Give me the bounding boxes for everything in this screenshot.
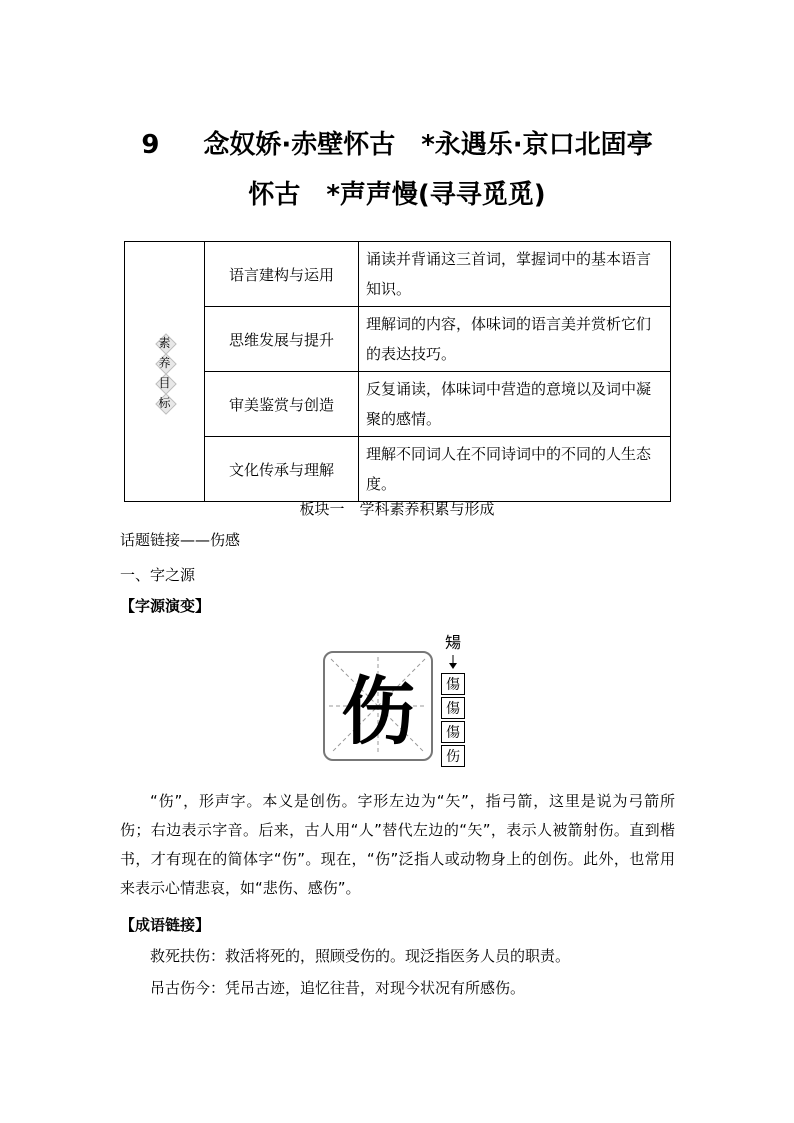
goal-name: 审美鉴赏与创造 bbox=[205, 372, 359, 437]
page-title-line-2: 怀古 *声声慢(寻寻觅觅) bbox=[248, 180, 546, 210]
character-evolution bbox=[441, 630, 465, 769]
evolution-char: 伤 bbox=[441, 745, 465, 767]
explanation-paragraph: “伤”，形声字。本义是创伤。字形左边为“矢”，指弓箭，这里是说为弓箭所伤；右边表示字音。后来，古人用“人”替代左边的“矢”，表示人被箭射伤。直到楷书，才有现在的简体字“伤”。现在，“伤”泛指人或动物身上的创伤。此外，也常用来表示心情悲哀，如“悲伤、感伤”。 bbox=[120, 792, 675, 897]
lesson-number: 9 bbox=[141, 130, 160, 160]
evolution-char: 傷 bbox=[441, 721, 465, 743]
zi-yuan-label: 【字源演变】 bbox=[120, 597, 211, 615]
character-grid-box bbox=[323, 651, 433, 761]
evolution-char: 傷 bbox=[441, 673, 465, 695]
table-row bbox=[125, 307, 671, 372]
page-title-line-1 bbox=[60, 130, 734, 160]
evolution-char: 傷 bbox=[441, 697, 465, 719]
goal-desc: 诵读并背诵这三首词，掌握词中的基本语言知识。 bbox=[359, 242, 671, 307]
side-label bbox=[158, 336, 172, 410]
side-label-cell bbox=[125, 242, 205, 502]
literacy-goals-table bbox=[124, 241, 671, 502]
goal-desc: 理解词的内容，体味词的语言美并赏析它们的表达技巧。 bbox=[359, 307, 671, 372]
arrow-down-icon bbox=[441, 655, 465, 669]
subsection-title: 一、字之源 bbox=[120, 566, 196, 584]
main-character: 伤 bbox=[341, 669, 415, 755]
seal-script-char: 𥏫 bbox=[444, 632, 461, 652]
side-label-char: 素 bbox=[158, 336, 171, 351]
goal-name: 语言建构与运用 bbox=[205, 242, 359, 307]
side-label-char: 目 bbox=[158, 376, 171, 391]
section-heading: 板块一 学科素养积累与形成 bbox=[299, 500, 495, 518]
topic-link: 话题链接——伤感 bbox=[120, 531, 241, 549]
goal-desc: 反复诵读，体味词中营造的意境以及词中凝聚的感情。 bbox=[359, 372, 671, 437]
goal-name: 文化传承与理解 bbox=[205, 437, 359, 502]
goal-desc: 理解不同词人在不同诗词中的不同的人生态度。 bbox=[359, 437, 671, 502]
idiom-item: 救死扶伤：救活将死的，照顾受伤的。现泛指医务人员的职责。 bbox=[150, 947, 571, 965]
side-label-char: 标 bbox=[158, 396, 171, 411]
side-label-char: 养 bbox=[158, 356, 171, 371]
goal-name: 思维发展与提升 bbox=[205, 307, 359, 372]
idiom-label: 【成语链接】 bbox=[120, 916, 211, 934]
table-row bbox=[125, 437, 671, 502]
table-row bbox=[125, 242, 671, 307]
table-row bbox=[125, 372, 671, 437]
title-text-1: 念奴娇·赤壁怀古 *永遇乐·京口北固亭 bbox=[203, 130, 653, 160]
idiom-item: 吊古伤今：凭吊古迹，追忆往昔，对现今状况有所感伤。 bbox=[150, 979, 526, 997]
